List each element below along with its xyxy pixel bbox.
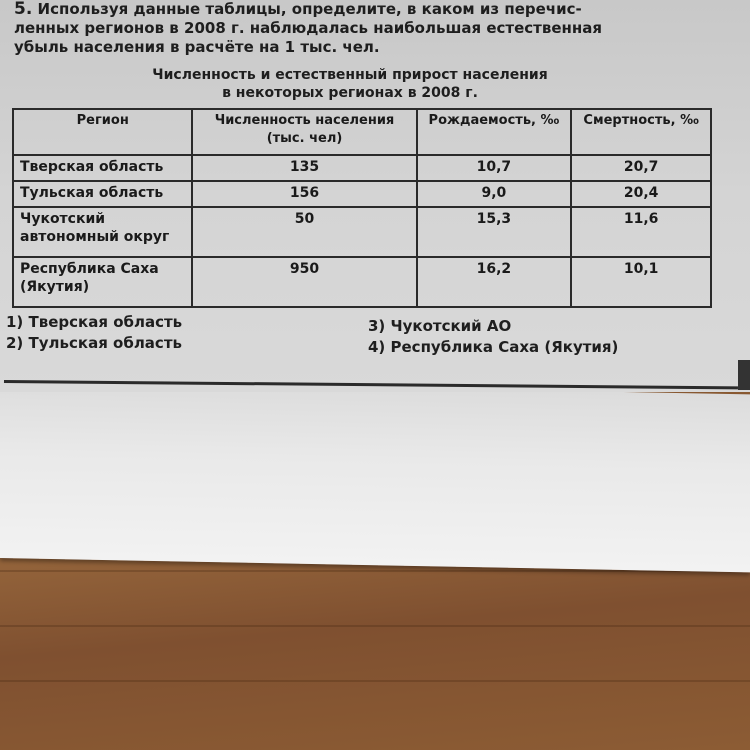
caption-line-1: Численность и естественный прирост населения (152, 67, 548, 83)
cell-population: 50 (192, 207, 416, 257)
cell-birth-rate: 9,0 (417, 181, 572, 207)
cell-population: 950 (192, 257, 416, 307)
cell-death-rate: 20,4 (571, 181, 711, 207)
population-table (12, 108, 712, 308)
wood-grain (0, 625, 750, 627)
cell-region: Чукотский автономный округ (13, 207, 192, 257)
page-edge-mark (738, 360, 750, 390)
table-row (13, 155, 711, 181)
header-population: Численность населения (тыс. чел) (192, 109, 416, 155)
task-line-1 (14, 0, 714, 19)
table-caption (70, 66, 630, 102)
answer-options-left (6, 312, 182, 354)
cell-death-rate: 20,7 (571, 155, 711, 181)
task-line-1-text: Используя данные таблицы, определите, в каком из перечис- (37, 0, 582, 18)
wood-grain (0, 570, 750, 572)
answer-options-right (368, 316, 618, 358)
cell-region: Республика Саха (Якутия) (13, 257, 192, 307)
cell-death-rate: 11,6 (571, 207, 711, 257)
wood-grain (0, 680, 750, 682)
header-region: Регион (13, 109, 192, 155)
answer-option-3: 3) Чукотский АО (368, 317, 512, 335)
cell-birth-rate: 16,2 (417, 257, 572, 307)
table-header-row (13, 109, 711, 155)
header-birth-rate: Рождаемость, ‰ (417, 109, 572, 155)
task-text (14, 0, 714, 57)
header-death-rate: Смертность, ‰ (571, 109, 711, 155)
cell-birth-rate: 10,7 (417, 155, 572, 181)
cell-death-rate: 10,1 (571, 257, 711, 307)
page-divider-line (4, 380, 738, 389)
cell-population: 135 (192, 155, 416, 181)
table-row (13, 207, 711, 257)
answer-option-4: 4) Республика Саха (Якутия) (368, 338, 619, 356)
task-number: 5. (14, 0, 33, 19)
cell-region: Тульская область (13, 181, 192, 207)
task-line-2: ленных регионов в 2008 г. наблюдалась наибольшая естественная (14, 19, 603, 37)
cell-region: Тверская область (13, 155, 192, 181)
table-row (13, 181, 711, 207)
table-row (13, 257, 711, 307)
task-line-3: убыль населения в расчёте на 1 тыс. чел. (14, 38, 380, 56)
cell-birth-rate: 15,3 (417, 207, 572, 257)
caption-line-2: в некоторых регионах в 2008 г. (222, 85, 478, 101)
cell-population: 156 (192, 181, 416, 207)
answer-option-2: 2) Тульская область (6, 334, 183, 352)
paper-page-lower (0, 380, 750, 572)
answer-option-1: 1) Тверская область (6, 313, 183, 331)
